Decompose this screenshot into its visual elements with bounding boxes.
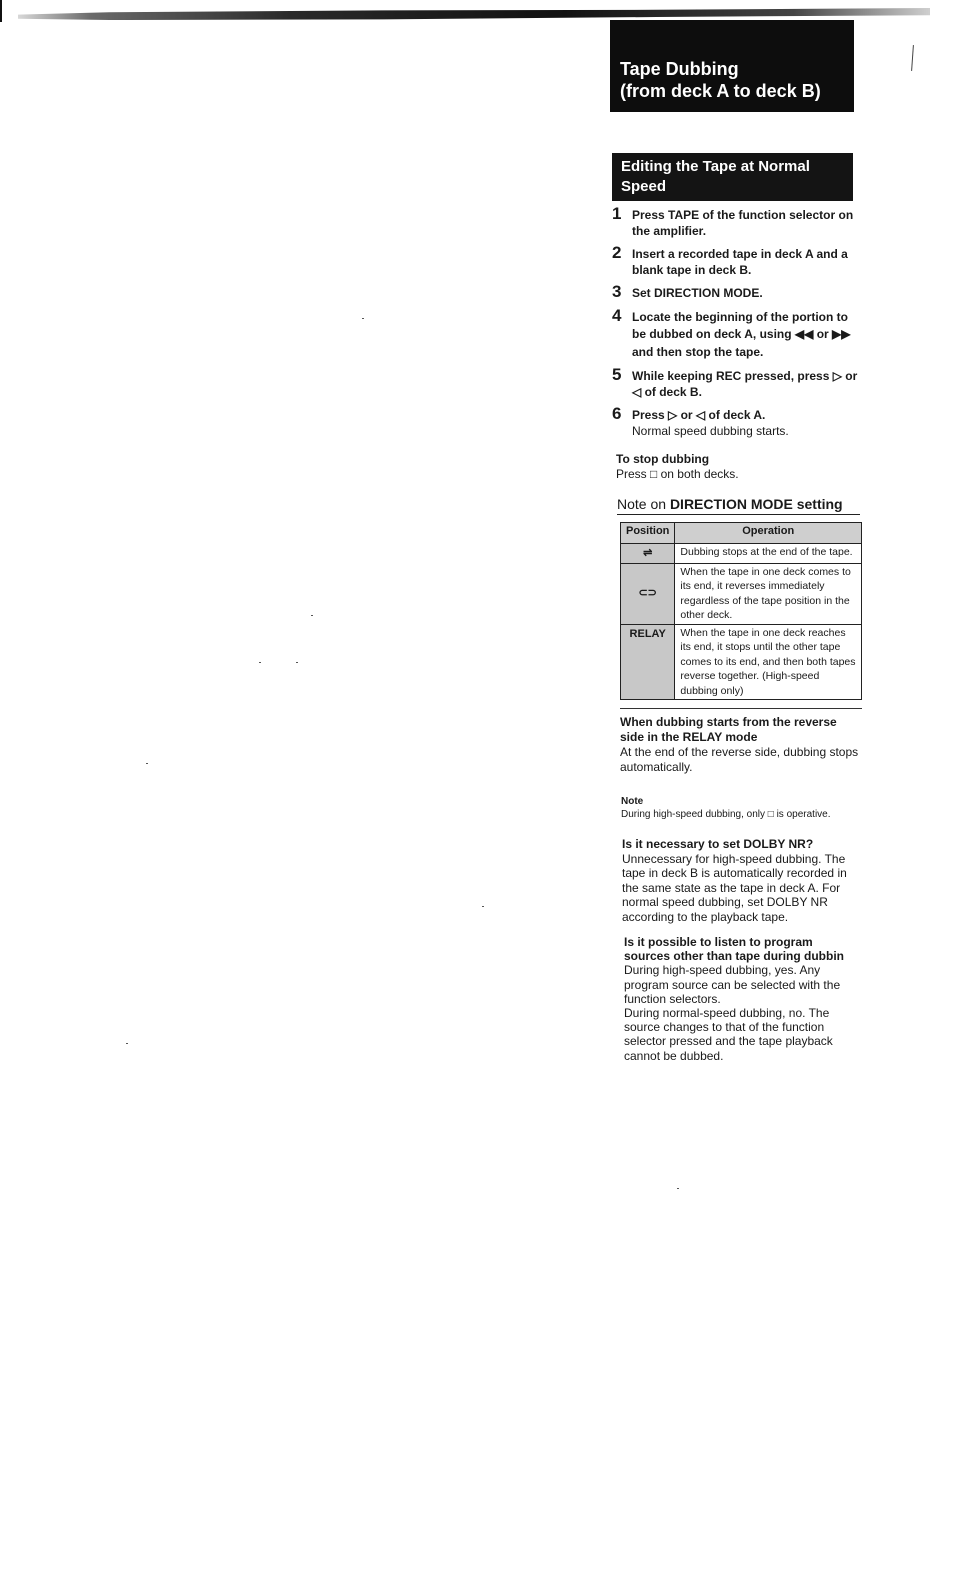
direction-note-heading (617, 496, 860, 515)
step-item (612, 305, 862, 362)
scan-speck (482, 906, 484, 907)
relay-info-heading: When dubbing starts from the reverse side in the RELAY mode (620, 715, 837, 744)
step-item (612, 204, 862, 239)
step-list (612, 204, 862, 439)
relay-info-block (620, 715, 860, 775)
step-item (612, 365, 862, 400)
scan-speck (362, 318, 364, 319)
operation-cell: When the tape in one deck reaches its end, it stops until the other tape comes to its end, and then both tapes reverse together. (High-speed dubbing only) (675, 624, 862, 700)
step-item (612, 404, 862, 439)
operation-cell: When the tape in one deck comes to its end, it reverses immediately regardless of the tape position in the other deck. (675, 563, 862, 624)
position-cell-relay: RELAY (621, 624, 675, 700)
direction-mode-table (620, 522, 862, 700)
step-text: Set DIRECTION MODE. (632, 286, 763, 300)
scan-speck (296, 662, 298, 663)
scan-speck (146, 763, 148, 764)
note-block (621, 795, 861, 821)
listen-block (624, 935, 862, 1063)
step-number: 6 (612, 404, 622, 423)
direction-note-heading-prefix: Note on (617, 496, 670, 512)
dolby-block (622, 837, 862, 924)
scan-speck (311, 615, 313, 616)
page-title-box (610, 20, 854, 112)
dolby-text: Unnecessary for high-speed dubbing. The tape in deck B is automatically recorded in the same state as the tape in deck A. For normal speed dubbing, set DOLBY NR according to the playback tape. (622, 851, 847, 924)
step-text: Locate the beginning of the portion to be dubbed on deck A, using ◀◀ or ▶▶ and then stop the tape. (632, 309, 851, 359)
column-header-position: Position (621, 523, 675, 544)
margin-mark (911, 45, 914, 71)
table-row (621, 563, 862, 624)
step-number: 5 (612, 365, 622, 384)
reverse-loop-icon: ⊂⊃ (621, 563, 675, 624)
step-text: Press ▷ or ◁ of deck A. (632, 408, 766, 422)
stop-dubbing-text: Press □ on both decks. (616, 467, 739, 481)
listen-text-1: During high-speed dubbing, yes. Any program source can be selected with the function selectors. (624, 963, 841, 1006)
table-header-row (621, 523, 862, 544)
note-heading: Note (621, 796, 644, 807)
step-item (612, 243, 862, 278)
page-title-line2: (from deck A to deck B) (620, 81, 821, 101)
dolby-heading: Is it necessary to set DOLBY NR? (622, 837, 814, 851)
relay-info-text: At the end of the reverse side, dubbing stops automatically. (620, 745, 859, 774)
scan-speck (677, 1188, 679, 1189)
column-header-operation: Operation (675, 523, 862, 544)
table-row (621, 624, 862, 700)
step-item (612, 282, 862, 302)
step-text: While keeping REC pressed, press ▷ or ◁ of deck B. (632, 369, 858, 399)
scan-speck (126, 1043, 128, 1044)
step-number: 3 (612, 282, 622, 301)
table-divider (620, 708, 862, 709)
table-row (621, 544, 862, 564)
stop-dubbing-block (616, 452, 856, 482)
page-title-line1: Tape Dubbing (620, 59, 739, 79)
step-number: 2 (612, 243, 622, 262)
top-brush-rule (18, 8, 930, 20)
direction-note-heading-main: DIRECTION MODE setting (669, 496, 843, 512)
step-text: Press TAPE of the function selector on the amplifier. (632, 208, 854, 238)
note-text: During high-speed dubbing, only □ is operative. (621, 809, 831, 820)
listen-heading: Is it possible to listen to program sources other than tape during dubbin (624, 935, 845, 964)
stop-dubbing-heading: To stop dubbing (616, 452, 710, 466)
step-number: 1 (612, 204, 622, 223)
step-text: Insert a recorded tape in deck A and a blank tape in deck B. (632, 247, 848, 277)
section-title: Editing the Tape at Normal Speed (612, 153, 853, 201)
page-edge-mark (0, 0, 2, 22)
operation-cell: Dubbing stops at the end of the tape. (675, 544, 862, 564)
listen-text-2: During normal-speed dubbing, no. The source changes to that of the function selector pressed and the tape playback cannot be dubbed. (624, 1006, 833, 1063)
one-way-icon: ⇌ (621, 544, 675, 564)
scan-speck (259, 662, 261, 663)
step-note: Normal speed dubbing starts. (632, 423, 789, 438)
step-number: 4 (612, 305, 622, 325)
